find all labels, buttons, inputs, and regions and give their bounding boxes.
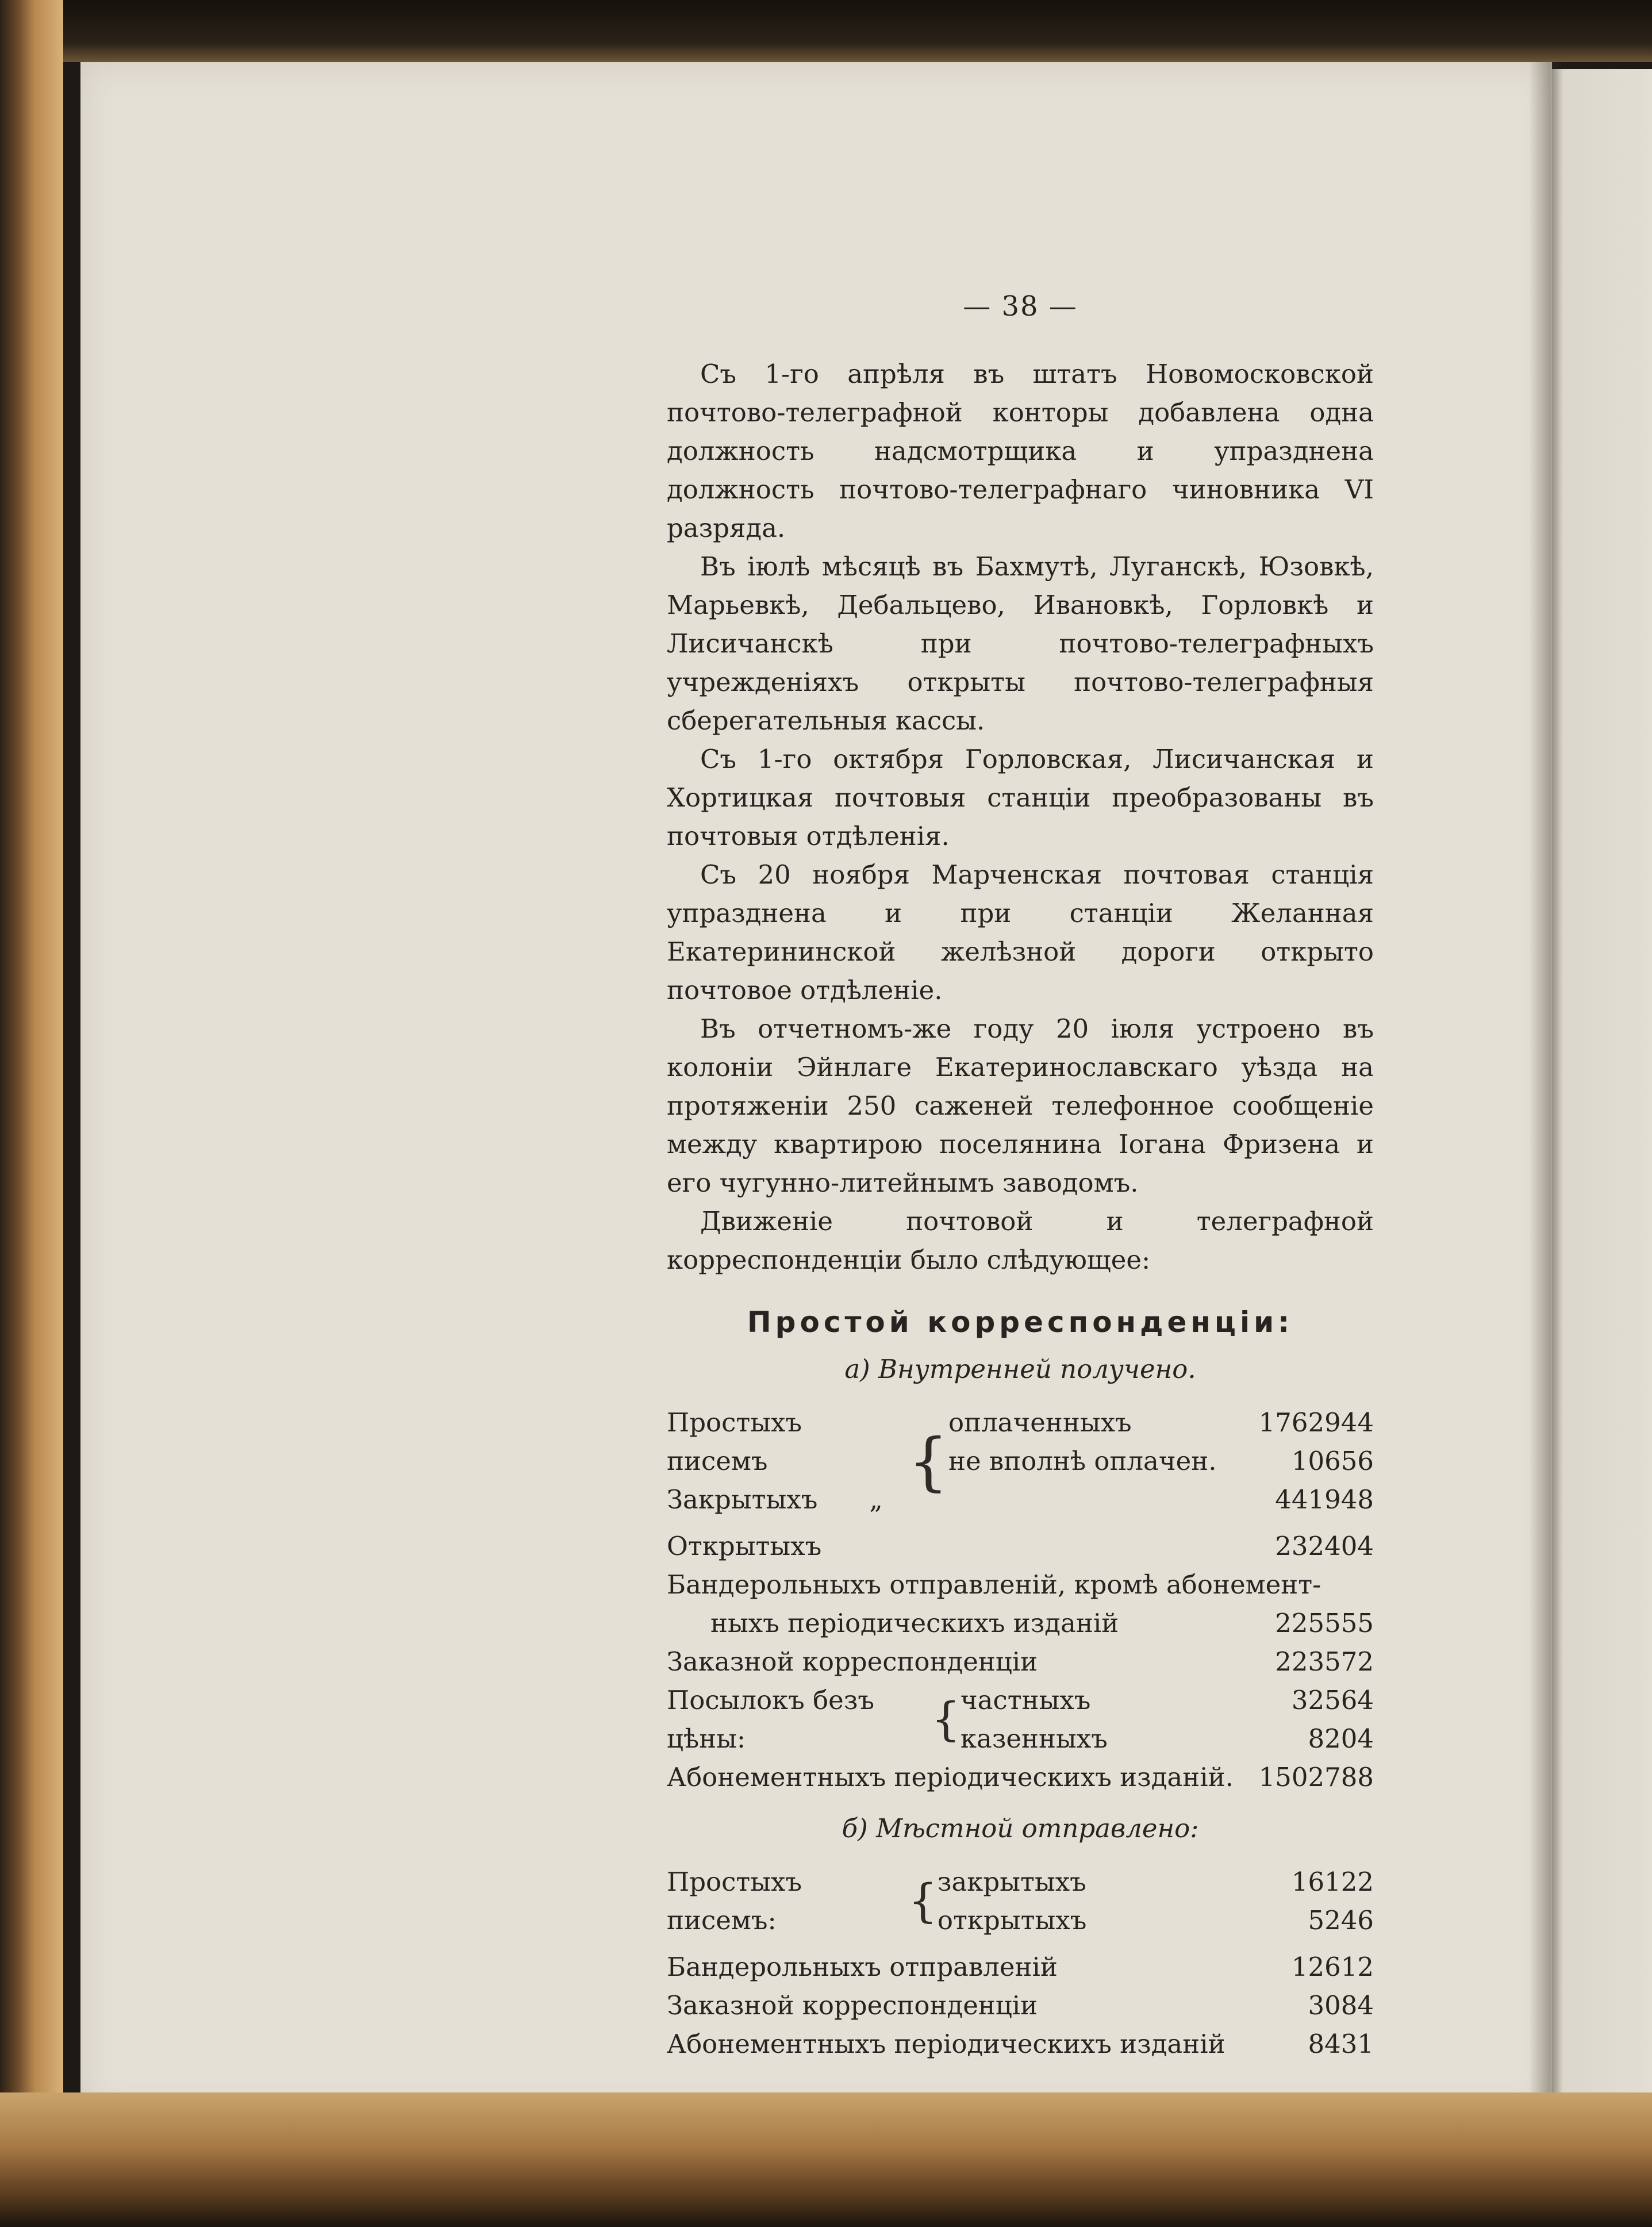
- page-number: — 38 —: [963, 290, 1078, 322]
- letters-values: [948, 1403, 1374, 1519]
- row-banderole: [667, 1604, 1374, 1642]
- private-label: частныхъ: [960, 1685, 1091, 1715]
- book-top-edge: [57, 0, 1652, 62]
- open-value: 232404: [1275, 1531, 1374, 1561]
- stats-internal: [667, 1403, 1374, 1796]
- page-gutter: [1529, 62, 1563, 2113]
- row-local-banderole: [667, 1948, 1374, 1986]
- book-bottom-edge: [0, 2092, 1652, 2227]
- underpaid-label: не вполнѣ оплачен.: [948, 1446, 1217, 1476]
- paid-label: оплаченныхъ: [948, 1407, 1132, 1438]
- paragraph: Движеніе почтовой и телеграфной корреспонденціи было слѣдующее:: [667, 1206, 1374, 1275]
- letters-labels: [667, 1403, 908, 1519]
- local-open-label: открытыхъ: [937, 1905, 1087, 1936]
- local-subscriptions-label: Абонементныхъ періодическихъ изданій: [667, 2029, 1225, 2059]
- parcels-table: [667, 1681, 1374, 1758]
- row-local-registered: [667, 1986, 1374, 2025]
- page-content: [667, 287, 1374, 2063]
- open-label: Открытыхъ: [667, 1531, 822, 1561]
- parcels-label: Посылокъ безъ цѣны:: [667, 1685, 874, 1754]
- local-letters-values: [938, 1863, 1374, 1940]
- local-letters-label: Простыхъ писемъ:: [667, 1867, 802, 1936]
- row-paid: [948, 1403, 1374, 1442]
- brace-glyph: {: [931, 1692, 961, 1746]
- underpaid-value: 10656: [1291, 1446, 1374, 1476]
- subscriptions-label: Абонементныхъ періодическихъ изданій.: [667, 1762, 1234, 1792]
- registered-value: 223572: [1275, 1646, 1374, 1677]
- closed-label: [667, 1480, 908, 1519]
- subscriptions-value: 1502788: [1258, 1762, 1374, 1792]
- row-registered: [667, 1642, 1374, 1681]
- state-label: казенныхъ: [960, 1723, 1108, 1754]
- row-closed: [948, 1480, 1374, 1519]
- ditto-mark: „: [869, 1484, 883, 1515]
- local-open-value: 5246: [1308, 1905, 1374, 1936]
- row-state: [961, 1719, 1374, 1758]
- row-underpaid: [948, 1442, 1374, 1480]
- letters-table: [667, 1403, 1374, 1519]
- row-local-open: [938, 1901, 1374, 1940]
- local-closed-label: закрытыхъ: [937, 1867, 1086, 1897]
- paid-value: 1762944: [1258, 1407, 1374, 1438]
- section-heading: Простой корреспонденціи:: [747, 1306, 1294, 1339]
- paragraph: Съ 20 ноября Марченская почтовая станція упразднена и при станціи Желанная Екатерининской желѣзной дороги открыто почтовое отдѣленіе.: [667, 859, 1374, 1005]
- private-value: 32564: [1291, 1685, 1374, 1715]
- facing-page: [1552, 69, 1652, 2115]
- local-letters-table: [667, 1863, 1374, 1940]
- local-registered-value: 3084: [1308, 1990, 1374, 2021]
- paragraph: Съ 1-го апрѣля въ штатъ Новомосковской почтово-телеграфной конторы добавлена одна должность надсмотрщика и упразднена должность почтово-телеграфнаго чиновника VI разряда.: [667, 359, 1374, 543]
- parcels-values: [961, 1681, 1374, 1758]
- row-private: [961, 1681, 1374, 1719]
- local-banderole-value: 12612: [1291, 1952, 1374, 1982]
- paragraph: Съ 1-го октября Горловская, Лисичанская и Хортицкая почтовыя станціи преобразованы въ почтовыя отдѣленія.: [667, 744, 1374, 851]
- subtitle-internal: а) Внутренней получено.: [844, 1354, 1196, 1384]
- local-registered-label: Заказной корреспонденціи: [667, 1990, 1038, 2021]
- stats-local: [667, 1863, 1374, 2063]
- paragraph: Въ іюлѣ мѣсяцѣ въ Бахмутѣ, Луганскѣ, Юзовкѣ, Марьевкѣ, Дебальцево, Ивановкѣ, Горловкѣ и Лисичанскѣ при почтово-телеграфныхъ учрежденіяхъ открыты почтово-телеграфныя сберегательныя кассы.: [667, 551, 1374, 736]
- local-closed-value: 16122: [1291, 1867, 1374, 1897]
- paragraph: Въ отчетномъ-же году 20 іюля устроено въ колоніи Эйнлаге Екатеринославскаго уѣзда на протяженіи 250 саженей телефонное сообщеніе между квартирою поселянина Іогана Фризена и его чугунно-литейнымъ заводомъ.: [667, 1013, 1374, 1198]
- local-subscriptions-value: 8431: [1308, 2029, 1374, 2059]
- local-banderole-label: Бандерольныхъ отправленій: [667, 1952, 1058, 1982]
- row-open: [667, 1527, 1374, 1565]
- registered-label: Заказной корреспонденціи: [667, 1646, 1038, 1677]
- banderole-label-line1: Бандерольныхъ отправленій, кромѣ абонемент-: [667, 1569, 1321, 1600]
- row-local-subscriptions: [667, 2025, 1374, 2063]
- subtitle-local: б) Мѣстной отправлено:: [842, 1813, 1199, 1844]
- row-local-closed: [938, 1863, 1374, 1901]
- brace-glyph: {: [908, 1874, 938, 1927]
- state-value: 8204: [1308, 1723, 1374, 1754]
- row-subscriptions: [667, 1758, 1374, 1796]
- banderole-value: 225555: [1275, 1608, 1374, 1638]
- book-binding-edge: [0, 0, 63, 2227]
- letters-label: Простыхъ писемъ: [667, 1407, 802, 1476]
- brace-glyph: {: [908, 1424, 948, 1498]
- banderole-label-line2: ныхъ періодическихъ изданій: [710, 1608, 1119, 1638]
- closed-value: 441948: [1275, 1484, 1374, 1515]
- closed-label-text: Закрытыхъ: [667, 1484, 818, 1515]
